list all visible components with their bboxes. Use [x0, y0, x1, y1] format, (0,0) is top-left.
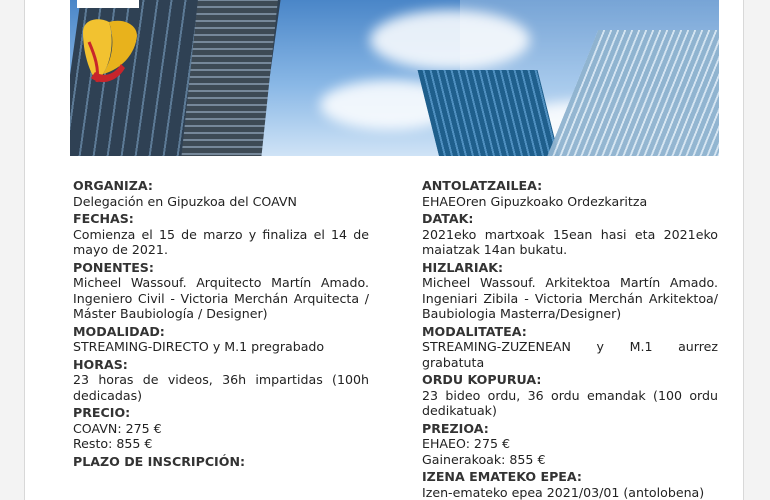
info-value [73, 339, 369, 355]
info-value [73, 227, 369, 258]
info-item [73, 324, 369, 355]
info-value [73, 372, 369, 403]
info-label: HORAS: [73, 356, 128, 372]
info-label: IZENA EMATEKO EPEA: [422, 469, 582, 484]
info-value-line: EHAEOren Gipuzkoako Ordezkaritza [422, 193, 648, 209]
info-value-line: STREAMING-ZUZENEAN y M.1 aurrez grabatuta [422, 339, 718, 370]
info-value [422, 275, 718, 322]
info-value [422, 227, 718, 258]
info-value [422, 388, 718, 419]
info-label: ANTOLATZAILEA: [422, 178, 543, 193]
info-item [73, 357, 369, 404]
info-item [73, 454, 369, 470]
header-banner-image [70, 0, 719, 156]
info-label: ORGANIZA: [73, 178, 153, 193]
info-value [422, 194, 718, 210]
info-value-line: COAVN: 275 € [73, 420, 162, 436]
info-value-line: Gainerakoak: 855 € [422, 451, 546, 467]
info-value-line: Resto: 855 € [73, 436, 153, 451]
info-value-line: Micheel Wassouf. Arkitektoa Martín Amado. Ingeniari Zibila - Victoria Merchán Arkitektoa/ Baubiologia Masterra/Designer) [422, 275, 718, 321]
info-item [422, 372, 718, 419]
info-label: PLAZO DE INSCRIPCIÓN: [73, 453, 246, 469]
info-item [73, 405, 369, 452]
info-value [422, 485, 718, 500]
spanish-info-column [73, 178, 369, 471]
info-label: PREZIOA: [422, 420, 489, 436]
info-label: HIZLARIAK: [422, 259, 504, 275]
info-value [422, 339, 718, 370]
info-label: FECHAS: [73, 211, 134, 226]
info-value-line: 2021eko martxoak 15ean hasi eta 2021eko maiatzak 14an bukatu. [422, 226, 718, 257]
coavn-logo-icon [75, 12, 145, 90]
info-value [422, 436, 718, 467]
info-value-line: EHAEO: 275 € [422, 436, 510, 451]
info-label: MODALITATEA: [422, 323, 527, 339]
info-label: PRECIO: [73, 405, 131, 420]
info-item [73, 211, 369, 258]
info-item [422, 178, 718, 209]
info-value-line: 23 horas de videos, 36h impartidas (100h dedicadas) [73, 372, 369, 403]
info-value-line: 23 bideo ordu, 36 ordu emandak (100 ordu dedikatuak) [422, 387, 718, 418]
info-value-line: Comienza el 15 de marzo y finaliza el 14 de mayo de 2021. [73, 226, 369, 257]
info-item [422, 469, 718, 500]
document-page [24, 0, 744, 500]
basque-info-column [422, 178, 718, 500]
info-label: PONENTES: [73, 259, 154, 275]
info-item [422, 324, 718, 371]
info-item [422, 260, 718, 322]
info-item [73, 260, 369, 322]
info-value-line: Delegación en Gipuzkoa del COAVN [73, 193, 297, 209]
info-label: ORDU KOPURUA: [422, 372, 542, 387]
info-item [73, 178, 369, 209]
info-value-line: STREAMING-DIRECTO y M.1 pregrabado [73, 339, 325, 354]
info-value [73, 421, 369, 452]
info-value-line: Micheel Wassouf. Arquitecto Martín Amado. Ingeniero Civil - Victoria Merchán Arquitecta / Máster Baubiología / Designer) [73, 275, 369, 321]
info-value [73, 275, 369, 322]
info-label: MODALIDAD: [73, 323, 165, 339]
info-item [422, 421, 718, 468]
info-value [73, 194, 369, 210]
logo-tab [77, 0, 139, 8]
info-label: DATAK: [422, 211, 474, 226]
info-item [422, 211, 718, 258]
info-value-line: Izen-emateko epea 2021/03/01 (antolobena) [422, 484, 705, 500]
